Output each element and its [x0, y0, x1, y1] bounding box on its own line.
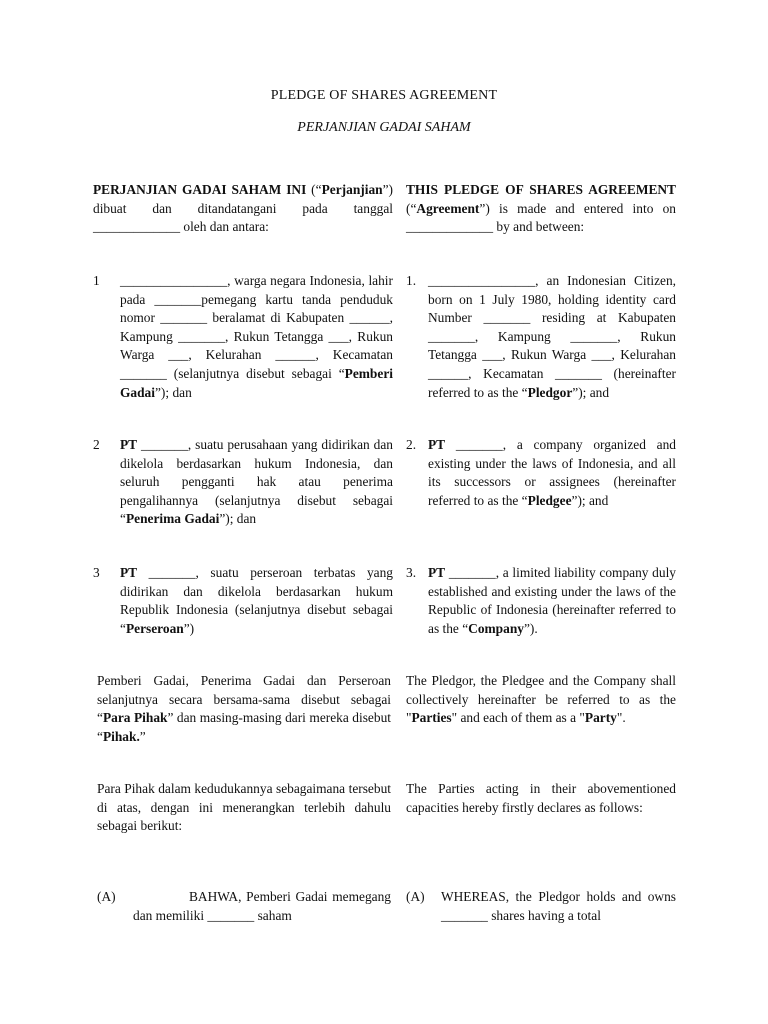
defined-term: Party	[584, 710, 617, 726]
defined-term: Pemberi Gadai	[120, 365, 393, 400]
defined-term: Pledgee	[527, 492, 572, 508]
party-item-2-left: 2 PT _______, suatu perusahaan yang didirikan dan dikelola berdasarkan hukum Indonesia, dan seluruh pengganti hak atau penerima pengalihannya (selanjutnya disebut sebagai “Penerima Gadai”); dan	[93, 437, 393, 527]
defined-term: Company	[468, 620, 524, 636]
defined-term: Penerima Gadai	[125, 511, 220, 527]
defined-term: Pihak.	[102, 728, 140, 744]
party-item-3-left: 3 PT _______, suatu perseroan terbatas yang didirikan dan dikelola berdasarkan hukum Republik Indonesia (selanjutnya disebut sebagai “Perseroan”)	[93, 565, 393, 636]
declaration-right: The Parties acting in their abovementioned capacities hereby firstly declares as follows:	[406, 781, 676, 815]
item-number: 2.	[406, 437, 417, 452]
item-number: 2	[93, 437, 100, 452]
recital-label: (A)	[97, 889, 116, 904]
recital-a-right: (A) WHEREAS, the Pledgor holds and owns _______ shares having a total	[406, 889, 676, 923]
item-number: 1.	[406, 273, 417, 288]
item-number: 1	[93, 273, 100, 288]
recital-a-left: (A) BAHWA, Pemberi Gadai memegang dan memiliki _______ saham	[97, 889, 391, 923]
defined-term: Para Pihak	[102, 710, 168, 726]
parties-definition-right: The Pledgor, the Pledgee and the Company shall collectively hereinafter be referred to as the "Parties" and each of them as a "Party".	[406, 673, 676, 726]
document-title-indonesian: PERJANJIAN GADAI SAHAM	[297, 120, 471, 135]
defined-term: Parties	[411, 710, 452, 726]
intro-left-defined-term: Perjanjian	[321, 182, 383, 197]
document-title: PLEDGE OF SHARES AGREEMENT	[270, 88, 498, 103]
defined-term: Pledgor	[527, 384, 573, 400]
intro-right-defined-term: Agreement	[416, 200, 480, 216]
defined-term: Perseroan	[125, 620, 184, 636]
item-number: 3.	[406, 565, 417, 580]
intro-right-lead: THIS PLEDGE OF SHARES AGREEMENT	[406, 182, 676, 197]
intro-left-paragraph: PERJANJIAN GADAI SAHAM INI (“Perjanjian”) dibuat dan ditandatangani pada tanggal _____________ oleh dan antara:	[93, 182, 393, 235]
party-item-1-right: 1. ________________, an Indonesian Citizen, born on 1 July 1980, holding identity card Number _______ residing at Kabupaten _______, Kampung _______, Rukun Tetangga ___, Rukun Warga ___, Kelurahan ______, Kecamatan _______ (hereinafter referred to as the “Pledgor”); and	[406, 273, 676, 400]
parties-definition-left: Pemberi Gadai, Penerima Gadai dan Perseroan selanjutnya secara bersama-sama disebut sebagai “Para Pihak” dan masing-masing dari mereka disebut “Pihak.”	[97, 673, 391, 744]
party-item-1-left: 1 ________________, warga negara Indonesia, lahir pada _______pemegang kartu tanda penduduk nomor _______ beralamat di Kabupaten ______, Kampung _______, Rukun Tetangga ___, Rukun Warga ___, Kelurahan ______, Kecamatan _______ (selanjutnya disebut sebagai “Pemberi Gadai”); dan	[93, 273, 393, 400]
party-item-3-right: 3. PT _______, a limited liability company duly established and existing under the laws of the Republic of Indonesia (hereinafter referred to as the “Company”).	[406, 565, 676, 636]
item-number: 3	[93, 565, 100, 580]
party-item-2-right: 2. PT _______, a company organized and existing under the laws of Indonesia, and all its successors or assignees (hereinafter referred to as the “Pledgee”); and	[406, 437, 676, 508]
declaration-left: Para Pihak dalam kedudukannya sebagaimana tersebut di atas, dengan ini menerangkan terlebih dahulu sebagai berikut:	[97, 781, 391, 834]
intro-left-lead: PERJANJIAN GADAI SAHAM INI	[93, 182, 307, 197]
intro-right-paragraph: THIS PLEDGE OF SHARES AGREEMENT (“Agreement”) is made and entered into on _____________ by and between:	[406, 182, 676, 235]
recital-label: (A)	[406, 889, 425, 904]
